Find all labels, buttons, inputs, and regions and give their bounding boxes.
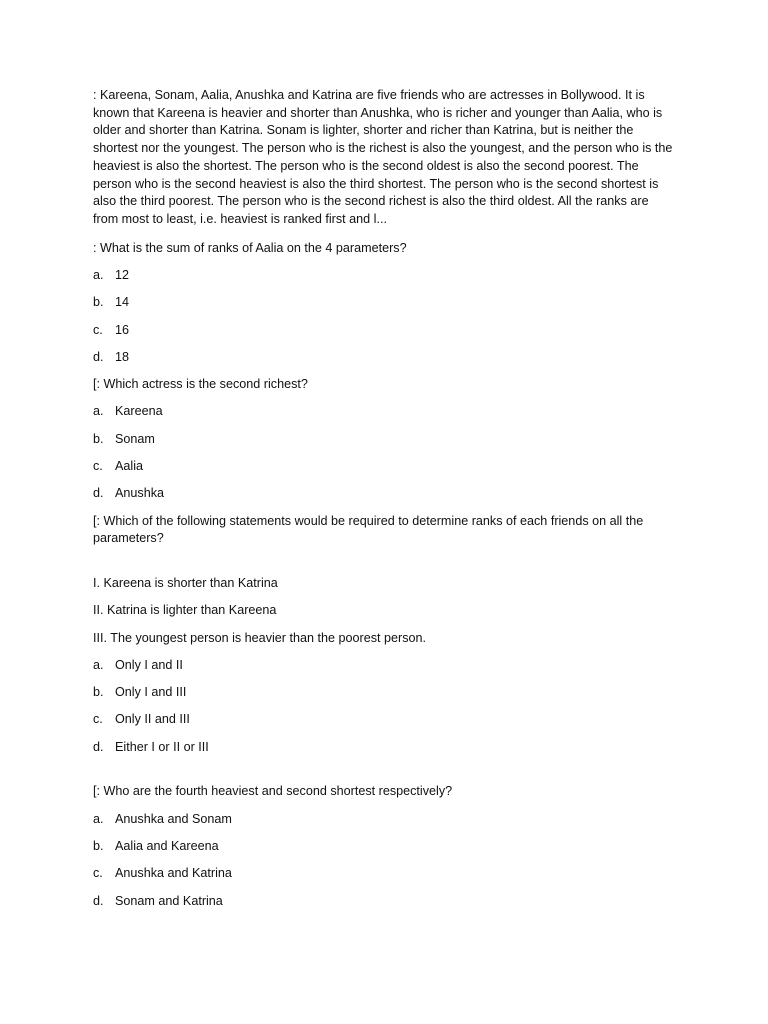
question-1-option-a [93, 267, 675, 285]
option-letter: c. [93, 712, 103, 727]
statement-2: II. Katrina is lighter than Kareena [93, 603, 277, 618]
question-4-option-b [93, 838, 675, 856]
option-letter: a. [93, 811, 104, 826]
question-3-option-b [93, 684, 675, 702]
option-text: Aalia [115, 459, 144, 473]
option-text: 14 [115, 295, 130, 310]
option-letter: b. [93, 295, 104, 310]
question-2-option-b [93, 431, 675, 449]
question-2-option-d [93, 485, 675, 503]
question-3-option-a [93, 657, 675, 675]
option-letter: c. [93, 866, 103, 881]
question-1-text: : What is the sum of ranks of Aalia on the 4 parameters? [93, 240, 407, 255]
document-page [93, 87, 675, 910]
option-text: 12 [115, 267, 130, 282]
option-text: Anushka and Sonam [115, 811, 232, 826]
option-letter: b. [93, 685, 104, 700]
passage-text: : Kareena, Sonam, Aalia, Anushka and Katrina are five friends who are actresses in Bollywood. It is known that Kareena is heavier and shorter than Anushka, who is richer and younger than Aalia, who is older and shorter than Katrina. Sonam is lighter, shorter and richer than Katrina, but is neither the shortest nor the youngest. The person who is the richest is also the youngest, and the person who is the heaviest is also the shortest. The person who is the second oldest is also the second poorest. The person who is the second heaviest is also the third shortest. The person who is the second shortest is also the third poorest. The person who is the second richest is also the third oldest. All the ranks are from most to least, i.e. heaviest is ranked first and l... [93, 88, 673, 226]
option-letter: b. [93, 431, 104, 446]
option-text: Anushka and Katrina [115, 866, 232, 881]
option-letter: d. [93, 349, 104, 364]
option-letter: b. [93, 839, 104, 854]
question-4-option-c [93, 865, 675, 883]
option-text: Only I and II [115, 657, 183, 672]
option-letter: d. [93, 486, 104, 501]
option-letter: c. [93, 322, 103, 337]
option-text: Only II and III [115, 712, 190, 727]
question-4-option-a [93, 811, 675, 829]
option-letter: a. [93, 404, 104, 419]
question-3-option-d [93, 739, 675, 757]
option-text: 18 [115, 349, 130, 364]
option-text: Anushka [115, 486, 165, 501]
option-letter: a. [93, 657, 104, 672]
option-letter: d. [93, 739, 104, 754]
option-text: Aalia and Kareena [115, 839, 219, 854]
question-4-option-d [93, 893, 675, 911]
question-3-option-c [93, 711, 675, 729]
question-2-text: [: Which actress is the second richest? [93, 377, 308, 392]
question-2-option-a [93, 403, 675, 421]
option-text: Either I or II or III [115, 739, 209, 754]
option-letter: a. [93, 267, 104, 282]
question-1-option-d [93, 349, 675, 367]
statement-1: I. Kareena is shorter than Katrina [93, 576, 278, 590]
option-letter: c. [93, 459, 103, 473]
option-text: 16 [115, 322, 130, 337]
question-3-text: [: Which of the following statements would be required to determine ranks of each friends on all the parameters? [93, 513, 644, 546]
option-letter: d. [93, 893, 104, 908]
question-2-option-c [93, 458, 675, 476]
option-text: Sonam [115, 431, 155, 446]
option-text: Kareena [115, 404, 163, 419]
question-4-text: [: Who are the fourth heaviest and second shortest respectively? [93, 784, 453, 799]
option-text: Only I and III [115, 685, 187, 700]
statement-3: III. The youngest person is heavier than the poorest person. [93, 630, 427, 645]
question-1-option-c [93, 322, 675, 340]
question-1-option-b [93, 294, 675, 312]
option-text: Sonam and Katrina [115, 893, 223, 908]
